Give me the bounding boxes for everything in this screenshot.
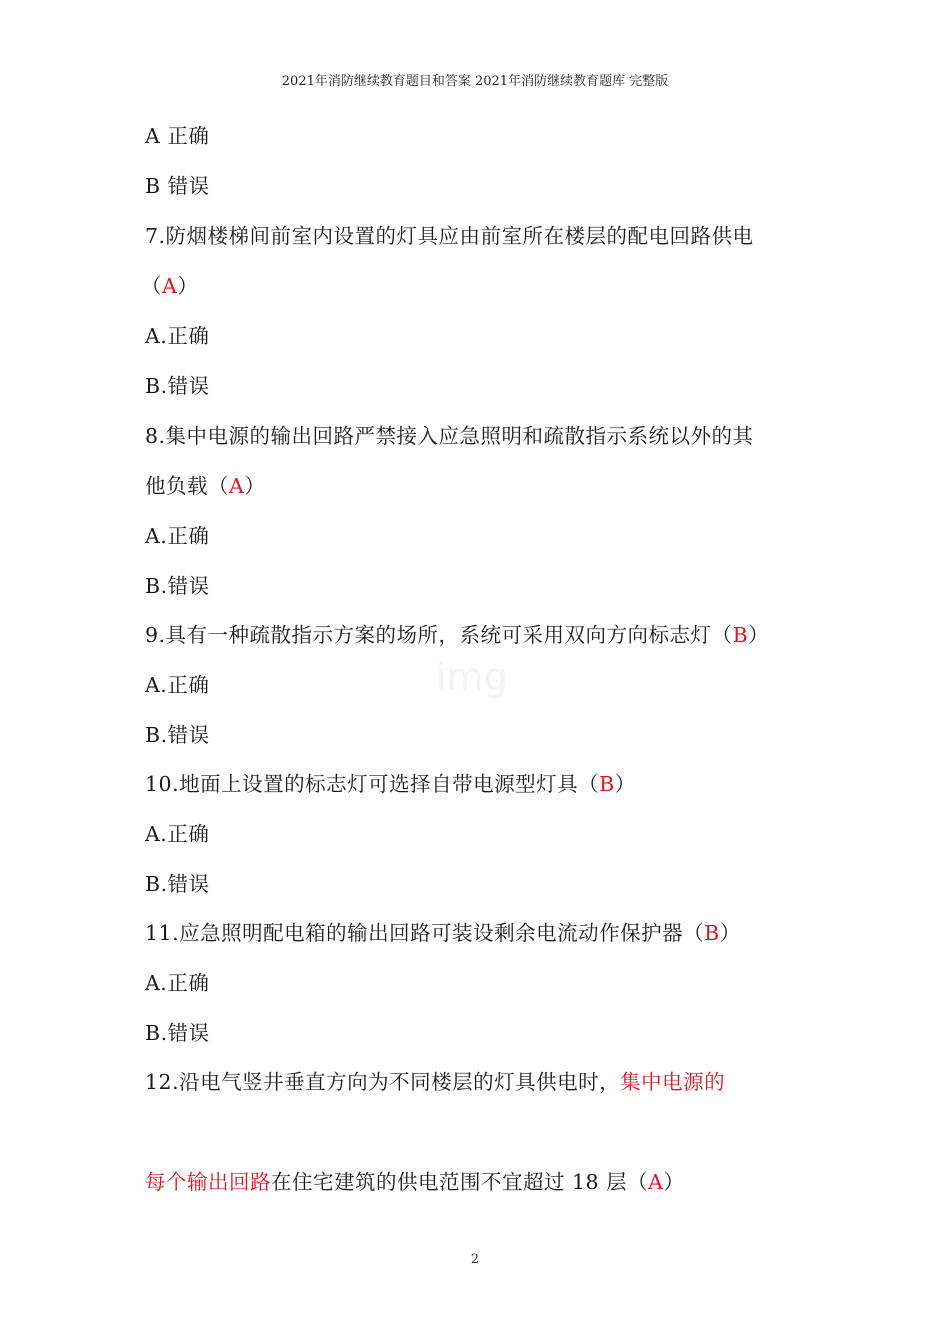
question-8-continued	[145, 476, 265, 497]
question-12-text: 12.沿电气竖井垂直方向为不同楼层的灯具供电时，	[145, 1070, 621, 1094]
close-paren: ）	[719, 921, 741, 945]
question-8-tail: 他负载（	[145, 474, 229, 498]
close-paren: ）	[244, 474, 266, 498]
answer-mark: B	[732, 623, 749, 647]
option-a: A 正确	[145, 124, 210, 148]
question-10-text: 10.地面上设置的标志灯可选择自带电源型灯具（	[145, 772, 600, 796]
option-b: B.错误	[145, 872, 210, 896]
question-9	[145, 625, 769, 646]
close-paren: ）	[177, 274, 199, 298]
highlighted-text: 每个输出回路	[145, 1170, 271, 1194]
question-7-answer-line	[141, 276, 198, 297]
page-header: 2021年消防继续教育题目和答案 2021年消防继续教育题库 完整版	[281, 74, 669, 89]
option-a: A.正确	[145, 524, 210, 548]
option-b: B.错误	[145, 574, 210, 598]
option-b: B.错误	[145, 374, 210, 398]
question-12	[145, 1072, 725, 1093]
highlighted-text: 集中电源的	[620, 1070, 726, 1094]
question-11-text: 11.应急照明配电箱的输出回路可装设剩余电流动作保护器（	[145, 921, 705, 945]
answer-mark: A	[229, 474, 245, 498]
answer-mark: A	[162, 274, 178, 298]
question-8: 8.集中电源的输出回路严禁接入应急照明和疏散指示系统以外的其	[145, 424, 754, 448]
question-11	[145, 923, 741, 944]
answer-mark: B	[599, 772, 615, 796]
option-a: A.正确	[145, 673, 210, 697]
option-b: B 错误	[145, 174, 210, 198]
question-9-text: 9.具有一种疏散指示方案的场所，系统可采用双向方向标志灯（	[145, 623, 733, 647]
question-10	[145, 774, 636, 795]
watermark: img	[436, 655, 508, 699]
open-paren: （	[141, 274, 162, 298]
close-paren: ）	[663, 1170, 685, 1194]
close-paren: ）	[614, 772, 636, 796]
page-number: 2	[470, 1252, 480, 1267]
option-b: B.错误	[145, 1021, 210, 1045]
close-paren: ）	[748, 623, 770, 647]
option-a: A.正确	[145, 822, 210, 846]
question-12-continued	[145, 1172, 684, 1193]
question-12-tail: 在住宅建筑的供电范围不宜超过 18 层（	[271, 1170, 649, 1194]
answer-mark: B	[704, 921, 720, 945]
question-7: 7.防烟楼梯间前室内设置的灯具应由前室所在楼层的配电回路供电	[145, 224, 754, 248]
answer-mark: A	[648, 1170, 664, 1194]
option-a: A.正确	[145, 971, 210, 995]
option-b: B.错误	[145, 723, 210, 747]
option-a: A.正确	[145, 324, 210, 348]
